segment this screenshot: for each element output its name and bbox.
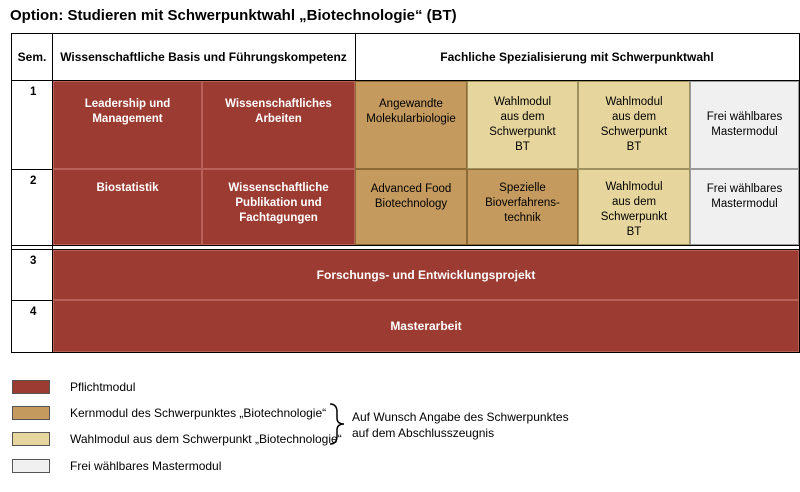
curly-brace-icon bbox=[327, 402, 349, 446]
header-spezialisierung: Fachliche Spezialisierung mit Schwerpunktwahl bbox=[440, 49, 714, 64]
module-wissenschaftliche-publikation: Wissenschaftliche Publikation und Fachtagungen bbox=[202, 169, 355, 245]
module-forschungsprojekt: Forschungs- und Entwicklungsprojekt bbox=[53, 250, 799, 300]
module-biostatistik: Biostatistik bbox=[53, 169, 202, 245]
module-spezielle-bioverfahrenstechnik: Spezielle Bioverfahrens- technik bbox=[467, 169, 578, 245]
legend-pflichtmodul: Pflichtmodul bbox=[70, 380, 136, 394]
header-sem: Sem. bbox=[17, 49, 47, 64]
module-wahlmodul-bt: Wahlmodul aus dem Schwerpunkt BT bbox=[578, 81, 690, 169]
page-title: Option: Studieren mit Schwerpunktwahl „Biotechnologie“ (BT) bbox=[10, 7, 457, 24]
module-angewandte-molekularbiologie: Angewandte Molekularbiologie bbox=[355, 81, 467, 169]
schwerpunkt-note: Auf Wunsch Angabe des Schwerpunktes auf dem Abschlusszeugnis bbox=[352, 410, 569, 440]
legend-swatch-kern bbox=[12, 406, 50, 420]
semester-label: 1 bbox=[30, 86, 37, 98]
module-wahlmodul-bt: Wahlmodul aus dem Schwerpunkt BT bbox=[578, 169, 690, 245]
module-frei-waehlbar: Frei wählbares Mastermodul bbox=[690, 81, 799, 169]
module-wissenschaftliches-arbeiten: Wissenschaftliches Arbeiten bbox=[202, 81, 355, 169]
module-leadership-management: Leadership und Management bbox=[53, 81, 202, 169]
legend-swatch-frei bbox=[12, 459, 50, 473]
semester-label: 2 bbox=[30, 175, 37, 187]
legend-wahlmodul: Wahlmodul aus dem Schwerpunkt „Biotechnologie“ bbox=[70, 432, 342, 446]
semester-3-divider-top bbox=[12, 245, 799, 246]
legend-swatch-pflicht bbox=[12, 380, 50, 394]
legend-frei-waehlbar: Frei wählbares Mastermodul bbox=[70, 459, 222, 473]
header-basis: Wissenschaftliche Basis und Führungskompetenz bbox=[60, 49, 347, 64]
basis-column-divider bbox=[355, 34, 356, 80]
module-advanced-food-biotechnology: Advanced Food Biotechnology bbox=[355, 169, 467, 245]
module-frei-waehlbar: Frei wählbares Mastermodul bbox=[690, 169, 799, 245]
legend-kernmodul: Kernmodul des Schwerpunktes „Biotechnologie“ bbox=[70, 406, 327, 420]
legend-swatch-wahl bbox=[12, 432, 50, 446]
semester-label: 4 bbox=[30, 306, 37, 318]
semester-label: 3 bbox=[30, 255, 37, 267]
curriculum-table bbox=[11, 33, 800, 353]
module-wahlmodul-bt: Wahlmodul aus dem Schwerpunkt BT bbox=[467, 81, 578, 169]
module-masterarbeit: Masterarbeit bbox=[53, 300, 799, 352]
